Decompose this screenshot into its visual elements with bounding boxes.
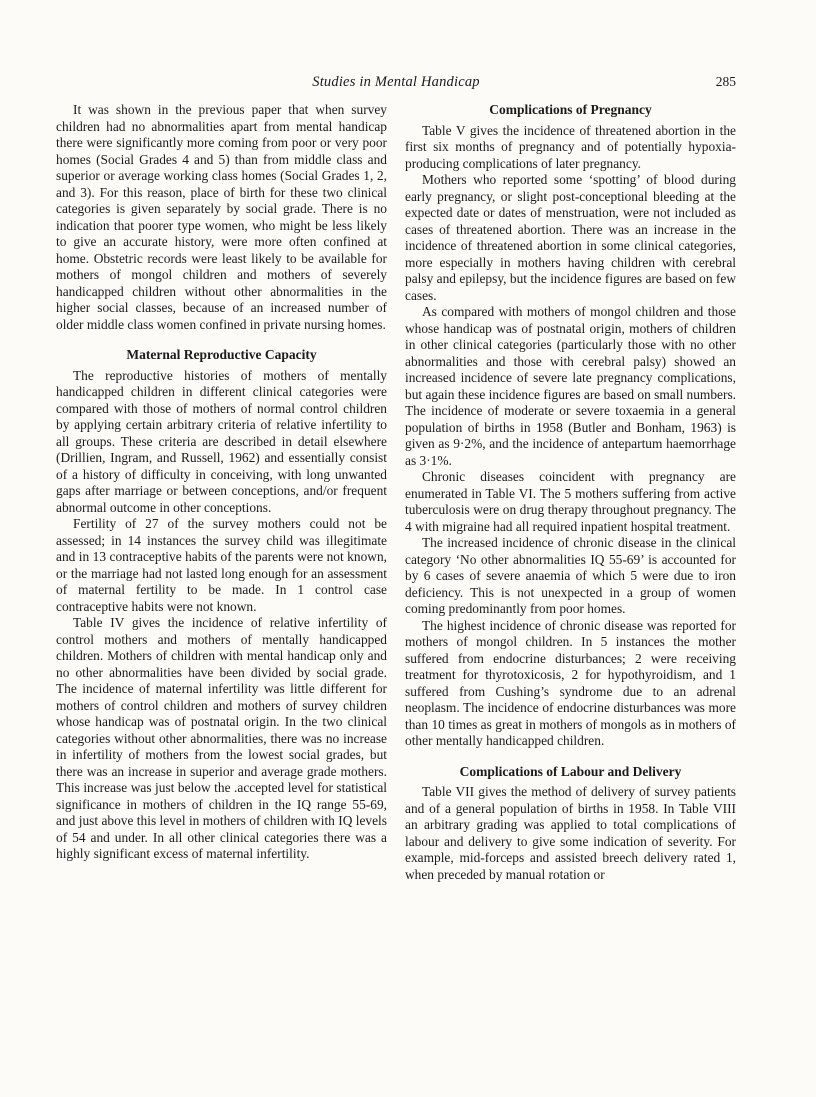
section-heading-complications-of-pregnancy: Complications of Pregnancy [489, 102, 652, 117]
paragraph-mongol-endocrine-disturbances: The highest incidence of chronic disease was reported for mothers of mongol children. In 5 instances the mother suffered from endocrine disturbances; 2 were receiving treatment for thyrotoxicosis, 2 for hypothyroidism, and 1 suffered from Cushing’s syndrome due to an adrenal neoplasm. The incidence of endocrine disturbances was more than 10 times as great in mothers of mongols as in mothers of other mentally handicapped children. [405, 617, 736, 748]
two-column-layout [56, 102, 736, 883]
paragraph-chronic-disease-anaemia: The increased incidence of chronic disease in the clinical category ‘No other abnormalities IQ 55-69’ is accounted for by 6 cases of severe anaemia of which 5 were due to iron deficiency. This is not unexpected in a group of women coming predominantly from poor homes. [405, 535, 736, 616]
paragraph-reproductive-histories: The reproductive histories of mothers of mentally handicapped children in different clinical categories were compared with those of mothers of normal control children by applying certain arbitrary criteria of relative infertility to all groups. These criteria are described in detail elsewhere (Drillien, Ingram, and Russell, 1962) and essentially consist of a history of difficulty in conceiving, with long unwanted gaps after marriage or between conceptions, and/or frequent abnormal outcome in other conceptions. [56, 367, 387, 515]
paragraph-spotting-of-blood: Mothers who reported some ‘spotting’ of blood during early pregnancy, or slight post-conceptional bleeding at the expected date or dates of menstruation, were not included as cases of threatened abortion. There was an increase in the incidence of threatened abortion in some clinical categories, more especially in mothers having children with cerebral palsy and epilepsy, but the incidence figures are based on few cases. [405, 172, 736, 303]
page-header [56, 74, 736, 96]
section-heading-complications-of-labour-and-delivery: Complications of Labour and Delivery [459, 763, 682, 779]
page-number: 285 [715, 74, 736, 89]
paragraph-chronic-diseases-table-vi: Chronic diseases coincident with pregnancy are enumerated in Table VI. The 5 mothers suffering from active tuberculosis were on drug therapy throughout pregnancy. The 4 with migraine had all required inpatient hospital treatment. [405, 469, 736, 534]
paragraph-table-vii-delivery-method: Table VII gives the method of delivery of survey patients and of a general population of births in 1958. In Table VIII an arbitrary grading was applied to total complications of labour and delivery to give some indication of severity. For example, mid-forceps and assisted breech delivery rated 1, when preceded by manual rotation or [405, 784, 736, 882]
paragraph-late-pregnancy-complications: As compared with mothers of mongol children and those whose handicap was of postnatal origin, mothers of children in other clinical categories (particularly those with no other abnormalities and those with cerebral palsy) showed an increased incidence of severe late pregnancy complications, but again these incidence figures are based on small numbers. The incidence of moderate or severe toxaemia in a general population of births in 1958 (Butler and Bonham, 1963) is given as 9·2%, and the incidence of antepartum haemorrhage as 3·1%. [405, 304, 736, 468]
paragraph-intro: It was shown in the previous paper that when survey children had no abnormalities apart from mental handicap there were significantly more coming from poor or very poor homes (Social Grades 4 and 5) than from middle class and superior or average working class homes (Social Grades 1, 2, and 3). For this reason, place of birth for these two clinical categories is given separately by social grade. There is no indication that poorer type women, who might be less likely to give an accurate history, were more often confined at home. Obstetric records were least likely to be available for mothers of mongol children and mothers of severely handicapped children without other abnormalities in the higher social classes, because of an increased number of older middle class women confined in private nursing homes. [56, 102, 387, 332]
right-column [405, 102, 736, 883]
left-column [56, 102, 387, 883]
paragraph-table-v-threatened-abortion: Table V gives the incidence of threatened abortion in the first six months of pregnancy and of potentially hypoxia-producing complications of later pregnancy. [405, 122, 736, 171]
section-heading-maternal-reproductive-capacity: Maternal Reproductive Capacity [126, 347, 317, 362]
running-title: Studies in Mental Handicap [312, 74, 480, 90]
paragraph-table-iv-infertility: Table IV gives the incidence of relative infertility of control mothers and mothers of mentally handicapped children. Mothers of children with mental handicap only and no other abnormalities have been divided by social grade. The incidence of maternal infertility was little different for mothers of control children and mothers of survey children whose handicap was of postnatal origin. In the two clinical categories without other abnormalities, there was no increase in infertility of mothers from the lowest social grades, but there was an increase in superior and average grade mothers. This increase was just below the .accepted level for statistical significance in mothers of children in the IQ range 55-69, and just above this level in mothers of children with IQ levels of 54 and under. In all other clinical categories there was a highly significant excess of maternal infertility. [56, 615, 387, 861]
paragraph-fertility-assessment: Fertility of 27 of the survey mothers could not be assessed; in 14 instances the survey child was illegitimate and in 13 contraceptive habits of the parents were not known, or the marriage had not lasted long enough for an assessment of maternal fertility to be made. In 1 control case contraceptive habits were not known. [56, 516, 387, 614]
